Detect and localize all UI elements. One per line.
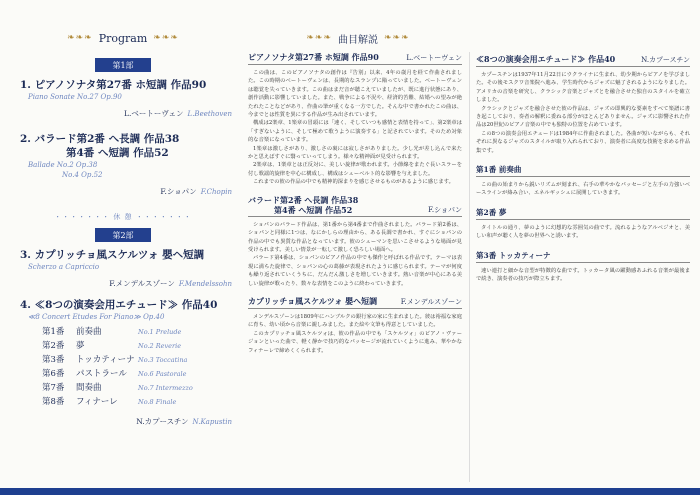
- etude-1-para: この曲の始まりから鋭いリズムが刻まれ、右手の華やかなパッセージと左手の力強いベースラインが絡み合い、エネルギッシュに展開していきます。: [476, 182, 690, 197]
- note-1-composer: L.ベートーヴェン: [406, 54, 462, 62]
- etude-number: 第2番: [42, 341, 65, 351]
- notes-area: [248, 28, 692, 483]
- etude-1-title: 第1番 前奏曲: [476, 164, 690, 177]
- etude-name-en: No.1 Prelude: [138, 328, 182, 336]
- etude-name-en: No.3 Toccatina: [138, 356, 188, 364]
- program-header: [14, 28, 232, 48]
- etude-name: 夢: [76, 341, 85, 351]
- work-2-composer-jp: F.ショパン: [160, 187, 197, 196]
- notes-column-1: [248, 52, 462, 355]
- work-3-subtitle: Scherzo a Capriccio: [28, 263, 100, 271]
- work-4-composer-en: N.Kapustin: [192, 418, 232, 426]
- work-1-title: 1. ピアノソナタ第27番 ホ短調 作品90: [20, 79, 207, 91]
- note-1-title: [248, 52, 462, 65]
- work-3-composer: [20, 278, 232, 290]
- etude-name: フィナーレ: [76, 397, 118, 407]
- note-3-composer: F.メンデルスゾーン: [400, 297, 462, 306]
- note-1-heading: ピアノソナタ第27番 ホ短調 作品90: [248, 52, 379, 62]
- note-4-para-1: カプースチンは1937年11月22日にウクライナに生まれ、幼少期からピアノを学びました。その後モスクワ音楽院へ進み、学生時代からジャズに魅了されるようになりました。アメリカの音楽を研究し、クラシック音楽とジャズとを融合させた独自のスタイルを確立しました。: [476, 72, 690, 104]
- etude-name: トッカティーナ: [76, 355, 135, 365]
- part2-badge: 第2部: [95, 228, 151, 242]
- note-3-para-2: このカプリッチョ風スケルツォは、彼の作品の中でも「スケルツォ」のピアノ・ヴァージョンといった曲で、軽く静かで技巧的なパッセージが流れていくように進み、華やかなフィナーレで締めくくられます。: [248, 330, 462, 354]
- work-2-subtitle-2: No.4 Op.52: [62, 171, 103, 179]
- note-1-para-4: 2楽章は、1楽章とは正反対に、美しい旋律が歌われます。小節線をまたぐ長いスラーを付し歌謡的旋律を中心に構成し、構成はシューベルト的な影響を与えました。: [248, 162, 462, 177]
- ornament-right-icon: ❧❧❧: [153, 33, 179, 43]
- bottom-bar: [0, 488, 700, 495]
- note-4-para-3: この8つの演奏会用エチュードは1984年に作曲されました。各曲が短いながらも、それぞれに異なるジャズのスタイルが取り入れられており、演奏者に高度な技術を求める作品集です。: [476, 130, 690, 154]
- note-3-para-1: メンデルスゾーンは1809年にハンブルクの銀行家の家に生まれました。彼は裕福な家庭に育ち、幼い頃から音楽に親しみました。また絵や文筆も得意としていました。: [248, 313, 462, 329]
- column-divider: [469, 52, 470, 482]
- work-2-title-1: 2. バラード第2番 へ長調 作品38: [20, 133, 180, 145]
- etude-number: 第3番: [42, 355, 65, 365]
- etude-name-en: No.8 Finale: [138, 398, 177, 406]
- etude-number: 第6番: [42, 369, 65, 379]
- note-2-para-1: ショパンのバラード作品は、第1番から第4番まで作曲されました。バラード第2番は、ショパンと同様に1つは、なにかしらの理由から、ある長調で書かれ、すぐにショパンの作品の中でも異質な作品となっています。彼のシューマンを思いこさせるような場面が見受けられます。美しい情景が一転して激しく恐ろしい場面へ。: [248, 221, 462, 253]
- notes-ornament-left-icon: ❧❧❧: [306, 33, 332, 43]
- note-3-title: [248, 296, 462, 309]
- etude-2-title: 第2番 夢: [476, 207, 690, 220]
- notes-title: 曲目解説: [338, 34, 378, 46]
- work-3: [20, 248, 232, 290]
- work-3-title: 3. カプリッチョ風スケルツォ 嬰ヘ短調: [20, 249, 205, 261]
- work-3-composer-jp: F.メンデルスゾーン: [109, 279, 175, 288]
- note-2-heading-row: [248, 205, 462, 215]
- note-2-heading-1: バラード第2番 へ長調 作品38: [248, 194, 359, 205]
- note-4-para-2: クラシックとジャズを融合させた彼の作品は、ジャズの即興的な要素をすべて楽譜に書き起こしており、奏者の解釈に委ねる部分がほとんどありません。ジャズに影響された作品は20世紀のピアノ音楽の中でも独特の位置を占めています。: [476, 105, 690, 129]
- etude-3-title: 第3番 トッカティーナ: [476, 250, 690, 263]
- work-1-composer-jp: L.ベートーヴェン: [123, 109, 184, 118]
- note-2-para-2: バラード第4番は、ショパンのピアノ作品の中でも傑作と呼ばれる作品です。テーマは表現に満ちた旋律で、ショパンの心の葛藤が表現されたように感じられます。テーマが何度も繰り返されていくうちに、だんだん激しさを増していきます。熱い音楽が中心にある美しい旋律が歌ったり、数々な表情をこのように終わっていきます。: [248, 255, 462, 287]
- program-column: [14, 28, 232, 488]
- note-2-heading-2: 第4番 へ短調 作品52: [274, 204, 353, 215]
- notes-header: [248, 28, 468, 48]
- work-2-title-2: 第4番 へ短調 作品52: [66, 147, 169, 159]
- note-1-para-3: 1楽章は激しさがあり、激しさの裏には寂しさがありました。少し光が差し込んで来たかと思えばすぐに翳っていってしまう。様々な精神面が見受けられます。: [248, 145, 462, 161]
- etude-number: 第8番: [42, 397, 65, 407]
- work-4-composer-jp: N.カプースチン: [136, 417, 189, 426]
- etude-list: [42, 326, 232, 408]
- work-4-composer: [20, 416, 232, 428]
- work-1-subtitle: Piano Sonate No.27 Op.90: [28, 93, 122, 101]
- work-2: [20, 132, 232, 198]
- note-2-title: [248, 195, 462, 217]
- etude-name: 前奏曲: [76, 327, 102, 337]
- note-1-para-5: これまでの彼の作品の中でも精神的深まりを感じさせるものがあるように感じます。: [253, 179, 454, 186]
- notes-column-2: [476, 54, 690, 284]
- ornament-left-icon: ❧❧❧: [67, 33, 93, 43]
- etude-3-para: 速い連打と細かな音型が特徴的な曲です。トッカータ風の躍動感あふれる音楽が最後まで続き、演奏者の技巧が際立ちます。: [476, 267, 690, 283]
- etude-name: パストラール: [76, 369, 127, 379]
- work-1-composer-en: L.Beethoven: [187, 110, 232, 118]
- work-4: [20, 298, 232, 428]
- note-1-para-1: この曲は、このピアノソナタの創作は『告別』以来、4年の歳月を経て作曲されました。この時期のベートーヴェンは、長期的なスランプに陥っていました。ベートーヴェンは聴覚を失っていきます。この曲はまだ音が聴こえていましたが、既に進行状態にあり、創作活動に影響していました。また、戦争による不況や、経済的苦難、結婚への望みが絶たれたことなどがあり、作曲の筆が重くなる一方でした。そんな中で書かれたこの曲は、今までとは性質を異にする作品が生み出されています。: [248, 70, 462, 119]
- program-title: Program: [98, 31, 148, 45]
- work-2-composer-en: F.Chopin: [200, 188, 232, 196]
- note-4-composer: N.カプースチン: [641, 56, 690, 64]
- intermission-dots-left: ・・・・・・・: [54, 213, 114, 221]
- note-4-title: [476, 54, 690, 67]
- intermission-label: [14, 212, 232, 222]
- work-4-title: 4. ≪8つの演奏会用エチュード≫ 作品40: [20, 299, 218, 311]
- etude-number: 第7番: [42, 383, 65, 393]
- etude-name-en: No.2 Reverie: [138, 342, 182, 350]
- work-2-subtitle-1: Ballade No.2 Op.38: [28, 161, 98, 169]
- work-2-composer: [20, 186, 232, 198]
- work-1-composer: [20, 108, 232, 120]
- notes-ornament-right-icon: ❧❧❧: [384, 33, 410, 43]
- part1-badge: 第1部: [95, 58, 151, 72]
- work-3-composer-en: F.Mendelssohn: [178, 280, 232, 288]
- etude-name-en: No.6 Pastorale: [138, 370, 187, 378]
- etude-number: 第1番: [42, 327, 65, 337]
- work-4-subtitle: ≪8 Concert Etudes For Piano≫ Op.40: [28, 313, 165, 321]
- intermission-dots-right: ・・・・・・・: [132, 213, 192, 221]
- work-1: [20, 78, 232, 120]
- note-4-heading: ≪8つの演奏会用エチュード≫ 作品40: [476, 54, 616, 64]
- etude-2-para: タイトルの通り、夢のように幻想的な雰囲気の曲です。流れるようなアルペジオと、美しい和声が聴く人を夢の世界へと誘います。: [476, 224, 690, 240]
- etude-name: 間奏曲: [76, 383, 102, 393]
- intermission-text: 休 憩: [113, 213, 133, 221]
- note-1-para-2: 構成は2楽章、1楽章の冒頭には「速く、そしていつも感情と表情を持って」、第2楽章は「すぎないように、そして極めて歌うように演奏する」と記されています。そのため対象的な音楽になっています。: [248, 120, 462, 144]
- etude-name-en: No.7 Intermezzo: [138, 384, 193, 392]
- note-2-composer: F.ショパン: [428, 205, 462, 214]
- note-3-heading: カプリッチョ風スケルツォ 嬰ヘ短調: [248, 295, 378, 306]
